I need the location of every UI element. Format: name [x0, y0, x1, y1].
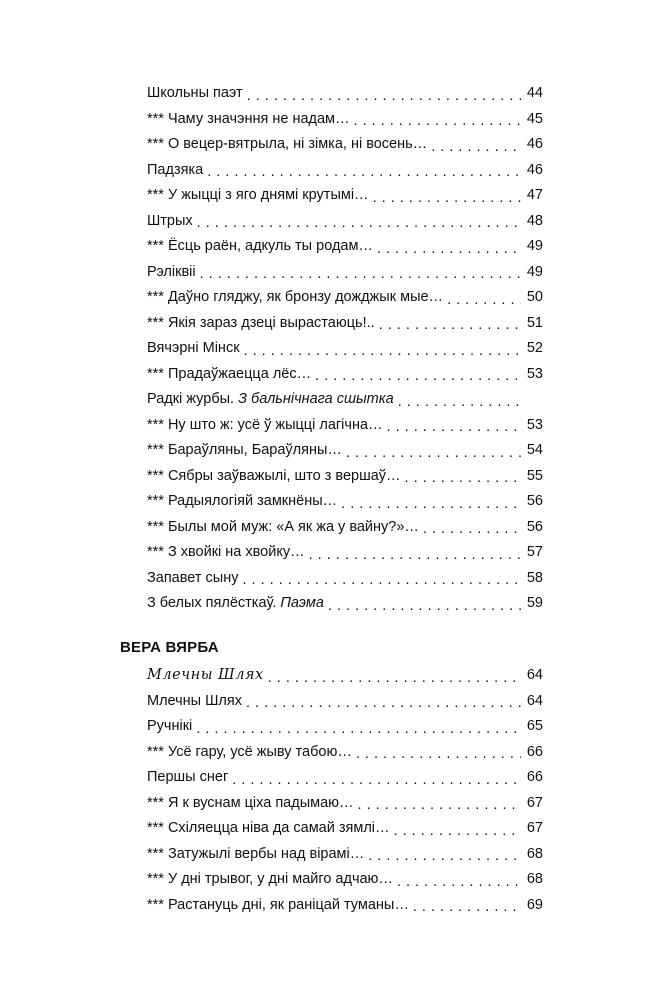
toc-entry — [147, 816, 543, 842]
toc-entry — [147, 362, 543, 388]
toc-entry-title — [147, 791, 354, 817]
toc-entry-title — [147, 515, 419, 541]
toc-entry-title-text: *** Якія зараз дзеці вырастаюць!.. — [147, 314, 375, 331]
dot-leader — [397, 873, 521, 888]
dot-leader — [394, 822, 521, 837]
dot-leader — [447, 291, 521, 306]
dot-leader — [309, 546, 521, 561]
toc-entry-page-number: 57 — [526, 544, 543, 560]
toc-entry-title-text: *** Затужылі вербы над вірамі… — [147, 845, 365, 862]
toc-entry-page-number: 52 — [526, 340, 543, 356]
toc-entry-title — [147, 336, 240, 362]
toc-entry-title-text: З белых пялёсткаў. — [147, 595, 277, 611]
toc-entry-title-text: *** Радыялогіяй замкнёны… — [147, 493, 338, 509]
dot-leader — [207, 163, 521, 178]
toc-entry-title-text: *** Ёсць раён, адкуль ты родам… — [147, 238, 373, 254]
toc-entry — [147, 842, 543, 868]
toc-entry — [147, 234, 543, 260]
dot-leader — [368, 847, 521, 862]
toc-entry-page-number: 64 — [526, 667, 543, 683]
toc-entry-title — [147, 591, 324, 617]
toc-entry-page-number: 46 — [526, 161, 543, 178]
toc-entry-title — [147, 158, 203, 184]
dot-leader — [373, 189, 521, 204]
toc-entry-title — [147, 740, 352, 766]
toc-entry — [147, 515, 543, 541]
dot-leader — [387, 418, 521, 433]
toc-entry-title — [147, 81, 243, 107]
dot-leader — [232, 771, 521, 786]
toc-entry — [147, 663, 543, 689]
dot-leader — [356, 745, 521, 760]
toc-entry-title — [147, 714, 192, 740]
toc-entry — [147, 336, 543, 362]
dot-leader — [346, 444, 521, 459]
toc-entry — [147, 893, 543, 919]
toc-entry-page-number: 67 — [526, 820, 543, 836]
dot-leader — [398, 393, 521, 408]
toc-entry-page-number: 56 — [526, 518, 543, 535]
toc-entry-title-text: Млечны Шлях — [147, 667, 264, 683]
toc-entry-page-number: 54 — [526, 442, 543, 458]
dot-leader — [197, 214, 521, 229]
toc-section-b — [147, 663, 543, 918]
toc-entry-title-text: Ручнікі — [147, 718, 193, 734]
toc-entry-title-text: *** З хвойкі на хвойку… — [147, 544, 305, 560]
dot-leader — [244, 342, 521, 357]
toc-entry-page-number: 46 — [526, 136, 543, 152]
toc-entry-title — [147, 663, 264, 689]
toc-entry-title — [147, 107, 350, 133]
toc-entry-page-number: 59 — [526, 595, 543, 611]
toc-entry-subtitle: З бальнічнага сшытка — [238, 391, 394, 407]
toc-entry-title-text: Штрых — [147, 212, 193, 229]
dot-leader — [413, 898, 521, 913]
dot-leader — [268, 669, 521, 684]
toc-entry-page-number: 55 — [526, 467, 543, 484]
toc-entry-page-number: 53 — [526, 365, 543, 382]
toc-entry-page-number: 51 — [526, 314, 543, 331]
toc-entry-title — [147, 209, 193, 235]
toc-entry-page-number: 68 — [526, 871, 543, 887]
toc-entry-title — [147, 362, 311, 388]
toc-entry — [147, 158, 543, 184]
toc-entry — [147, 311, 543, 337]
toc-entry — [147, 413, 543, 439]
toc-entry-page-number: 69 — [526, 896, 543, 913]
toc-entry-title-text: Першы снег — [147, 769, 229, 785]
toc-entry-page-number: 67 — [526, 794, 543, 811]
toc-entry-title — [147, 765, 228, 791]
dot-leader — [354, 112, 521, 127]
toc-entry — [147, 765, 543, 791]
toc-entry — [147, 464, 543, 490]
toc-entry — [147, 566, 543, 592]
toc-entry — [147, 260, 543, 286]
toc-entry-title — [147, 234, 373, 260]
dot-leader — [315, 367, 521, 382]
dot-leader — [328, 597, 521, 612]
toc-entry-title — [147, 540, 305, 566]
toc-entry-page-number: 47 — [526, 187, 543, 203]
dot-leader — [379, 316, 521, 331]
toc-entry — [147, 540, 543, 566]
toc-entry — [147, 740, 543, 766]
toc-entry-title — [147, 311, 375, 337]
toc-entry-subtitle: Паэма — [280, 595, 324, 611]
toc-entry-title-text: Падзяка — [147, 161, 204, 178]
dot-leader — [246, 694, 521, 709]
toc-entry — [147, 714, 543, 740]
toc-entry-title — [147, 816, 390, 842]
toc-entry-title-text: *** Схіляецца ніва да самай зямлі… — [147, 820, 390, 836]
toc-entry-title-text: *** У дні трывог, у дні майго адчаю… — [147, 871, 393, 887]
toc-entry-title-text: *** Чаму значэння не надам… — [147, 110, 350, 127]
toc-entry-page-number: 50 — [526, 289, 543, 305]
dot-leader — [358, 796, 521, 811]
toc-entry-title-text: *** Даўно гляджу, як бронзу дожджык мые… — [147, 289, 444, 305]
toc-entry — [147, 489, 543, 515]
toc-entry-title-text: *** Былы мой муж: «А як жа у вайну?»… — [147, 518, 419, 535]
toc-entry — [147, 285, 543, 311]
dot-leader — [247, 87, 521, 102]
toc-entry-title-text: *** У жыцці з яго днямі крутымі… — [147, 187, 369, 203]
toc-entry-page-number: 66 — [526, 769, 543, 785]
toc-entry-page-number: 65 — [526, 718, 543, 734]
toc-entry-title-text: *** Растануць дні, як раніцай туманы… — [147, 896, 409, 913]
dot-leader — [196, 720, 521, 735]
toc-entry-page-number: 45 — [526, 110, 543, 127]
toc-entry-title — [147, 438, 342, 464]
section-heading: ВЕРА ВЯРБА — [120, 639, 219, 656]
toc-entry — [147, 867, 543, 893]
toc-entry-title — [147, 689, 242, 715]
toc-entry-title-text: *** Прадаўжаецца лёс… — [147, 365, 312, 382]
toc-entry-title — [147, 842, 364, 868]
toc-entry-page-number: 56 — [526, 493, 543, 509]
toc-entry-title — [147, 387, 394, 413]
toc-entry-title — [147, 132, 427, 158]
toc-entry — [147, 209, 543, 235]
toc-entry-title-text: Радкі журбы. — [147, 391, 235, 407]
toc-entry-page-number: 44 — [526, 85, 543, 101]
toc-entry — [147, 132, 543, 158]
dot-leader — [200, 265, 521, 280]
toc-entry — [147, 791, 543, 817]
toc-entry-title — [147, 867, 393, 893]
toc-entry-page-number: 49 — [526, 238, 543, 254]
toc-section-a — [147, 81, 543, 617]
toc-entry — [147, 387, 543, 413]
toc-entry — [147, 438, 543, 464]
toc-entry-page-number: 53 — [526, 416, 543, 433]
toc-entry-title-text: Млечны Шлях — [147, 692, 242, 709]
toc-entry — [147, 183, 543, 209]
toc-entry — [147, 591, 543, 617]
toc-entry-page-number: 49 — [526, 263, 543, 280]
toc-entry — [147, 689, 543, 715]
toc-entry-page-number: 64 — [526, 692, 543, 709]
toc-entry-title-text: Рэлiквii — [147, 263, 196, 280]
toc-entry-title — [147, 285, 443, 311]
toc-entry-title — [147, 413, 383, 439]
toc-entry-title-text: *** Ну што ж: усё ў жыцці лагічна… — [147, 416, 383, 433]
toc-entry-title — [147, 183, 369, 209]
toc-entry-page-number: 48 — [526, 212, 543, 229]
toc-entry-page-number: 68 — [526, 845, 543, 862]
dot-leader — [431, 138, 521, 153]
toc-entry-title-text: *** Бараўляны, Бараўляны… — [147, 442, 342, 458]
dot-leader — [242, 571, 521, 586]
toc-entry-title — [147, 464, 401, 490]
toc-entry-title — [147, 260, 196, 286]
toc-entry-title-text: Школьны паэт — [147, 85, 243, 101]
dot-leader — [405, 469, 521, 484]
dot-leader — [423, 520, 521, 535]
toc-entry-title-text: *** Усё гару, усё жыву табою… — [147, 743, 352, 760]
toc-entry-page-number: 66 — [526, 743, 543, 760]
toc-entry — [147, 107, 543, 133]
toc-entry-title — [147, 489, 337, 515]
dot-leader — [341, 495, 521, 510]
toc-entry-title — [147, 893, 409, 919]
toc-entry-title-text: *** Сябры заўважылі, што з вершаў… — [147, 467, 401, 484]
toc-entry-title-text: *** Я к вуснам ціха падымаю… — [147, 794, 354, 811]
toc-entry — [147, 81, 543, 107]
toc-entry-page-number: 58 — [526, 569, 543, 586]
toc-entry-title-text: Запавет сыну — [147, 569, 239, 586]
toc-entry-title-text: *** О вецер-вятрыла, ні зімка, ні восень… — [147, 136, 428, 152]
toc-entry-title-text: Вячэрні Мінск — [147, 340, 240, 356]
dot-leader — [377, 240, 521, 255]
toc-entry-title — [147, 566, 238, 592]
